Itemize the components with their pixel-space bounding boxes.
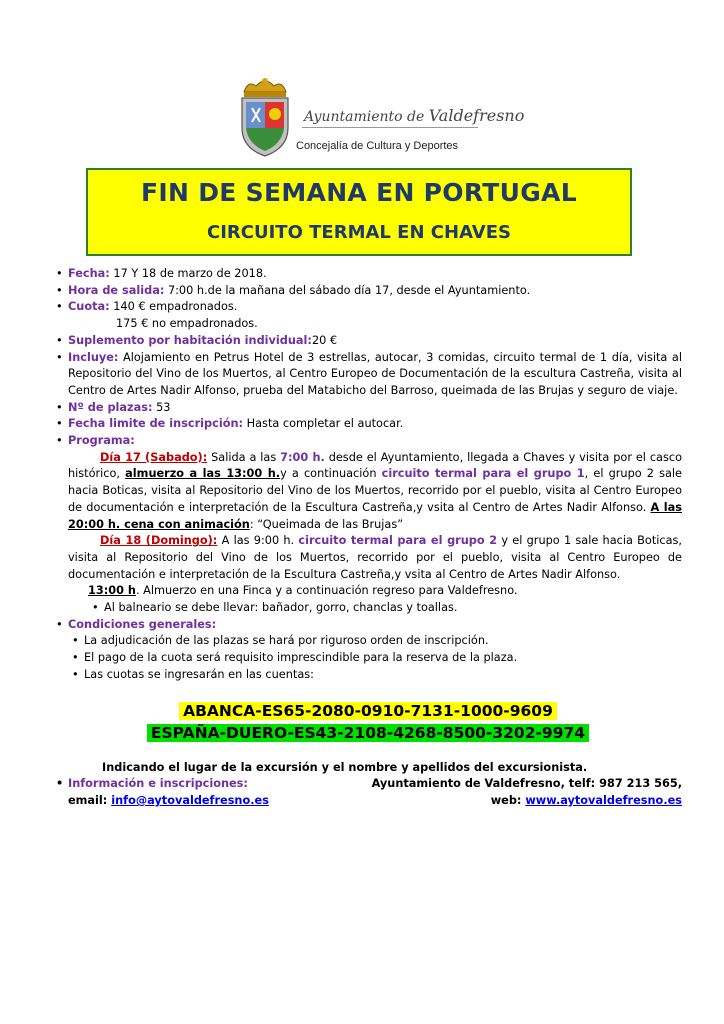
department: Concejalía de Cultura y Deportes <box>296 140 459 152</box>
title-box <box>86 168 632 256</box>
content <box>54 266 682 810</box>
abanca-account: ABANCA-ES65-2080-0910-7131-1000-9609 <box>179 702 557 720</box>
page-subtitle: CIRCUITO TERMAL EN CHAVES <box>207 222 511 243</box>
dia18-lunch: 13:00 h. Almuerzo en una Finca y a continuación regreso para Valdefresno. <box>88 584 518 598</box>
suplemento-item: • Suplemento por habitación individual:20 € <box>54 333 682 350</box>
transfer-note: Indicando el lugar de la excursión y el nombre y apellidos del excursionista. <box>102 760 588 774</box>
condicion-3: • Las cuotas se ingresarán en las cuentas: <box>54 667 682 684</box>
dia18-paragraph: Día 18 (Domingo): A las 9:00 h. circuito termal para el grupo 2 y el grupo 1 sale hacia Boticas, visita al Repositorio del Vino de los Muertos, recorrido por el pueblo, visita al Centro Europeo de documentación e interpretación de la Escultura Castreña,y vsita al Centro de Artes Nadir Alfonso. <box>68 534 682 581</box>
email-link[interactable]: info@aytovaldefresno.es <box>111 793 269 807</box>
espana-duero-account: ESPAÑA-DUERO-ES43-2108-4268-8500-3202-9974 <box>147 724 589 742</box>
incluye-item: • Incluye: Alojamiento en Petrus Hotel de 3 estrellas, autocar, 3 comidas, circuito termal de 1 día, visita al Repositorio del Vino de los Muertos, al Centro Europeo de Documentación de la escultura Castreña, visita al Centro de Artes Nadir Alfonso, prueba del Matabicho del Barroso, queimada de las Brujas y seguro de viaje. <box>54 350 682 400</box>
programa-item: • Programa: <box>54 433 682 450</box>
bank-accounts <box>54 700 682 744</box>
info-item <box>54 776 682 809</box>
condicion-2: • El pago de la cuota será requisito imprescindible para la reserva de la plaza. <box>54 650 682 667</box>
condiciones-item: • Condiciones generales: <box>54 617 682 634</box>
condicion-1: • La adjudicación de las plazas se hará por riguroso orden de inscripción. <box>54 633 682 650</box>
cuota-line2: 175 € no empadronados. <box>116 317 258 331</box>
header <box>236 76 525 160</box>
coat-of-arms-icon <box>236 76 294 158</box>
salida-item: • Hora de salida: 7:00 h.de la mañana del sábado día 17, desde el Ayuntamiento. <box>54 283 682 300</box>
cuota-item: • Cuota: 140 € empadronados. <box>54 299 682 316</box>
page-title: FIN DE SEMANA EN PORTUGAL <box>141 178 577 207</box>
header-divider <box>302 127 478 128</box>
limite-item: • Fecha limite de inscripción: Hasta completar el autocar. <box>54 416 682 433</box>
web-link[interactable]: www.aytovaldefresno.es <box>525 793 682 807</box>
dia17-paragraph: Día 17 (Sabado): Salida a las 7:00 h. desde el Ayuntamiento, llegada a Chaves y visita por el casco histórico, almuerzo a las 13:00 h.y a continuación circuito termal para el grupo 1, el grupo 2 sale hacia Boticas, visita al Repositorio del Vino de los Muertos, recorrido por el pueblo, visita al Centro Europeo de documentación e interpretación de la Escultura Castreña,y vsita al Centro de Artes Nadir Alfonso. A las 20:00 h. cena con animación: “Queimada de las Brujas” <box>68 450 683 531</box>
plazas-item: • Nº de plazas: 53 <box>54 400 682 417</box>
balneario-item: • Al balneario se debe llevar: bañador, gorro, chanclas y toallas. <box>54 600 682 617</box>
contact-line: email: info@aytovaldefresno.es web: www.aytovaldefresno.es <box>68 793 682 807</box>
org-name: Ayuntamiento de Valdefresno <box>304 106 525 125</box>
info-line: • Información e inscripciones: Ayuntamiento de Valdefresno, telf: 987 213 565, <box>68 777 682 791</box>
fecha-item: • Fecha: 17 Y 18 de marzo de 2018. <box>54 266 682 283</box>
